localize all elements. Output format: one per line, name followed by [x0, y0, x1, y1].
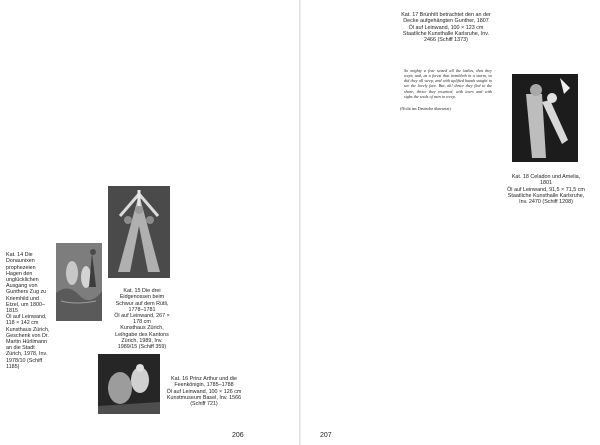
celadon-amelia-painting: [512, 74, 578, 162]
figure-kat-18: [512, 74, 578, 162]
right-column-3: [500, 6, 592, 66]
catalogue-caption: Kat. 14 Die Donaunixen prophezeien Hagen den unglücklichen Ausgang von Gunthers Zug zu Kriemhild und Etzel, um 1800–1815 Öl auf Leinwand, 118 × 142 cm Kunsthaus Zürich, Geschenk von Dr. Martin Hürlimann an die Stadt Zürich, 1978, Inv. 1978/10 (Schiff 1185): [6, 252, 50, 370]
page-number: 206: [232, 432, 244, 439]
figure-kat-14: [56, 243, 102, 321]
catalogue-caption: Kat. 17 Brünhilt betrachtet den an der Decke aufgehängten Gunther, 1807 Öl auf Leinwand, 100 × 123 cm Staatliche Kunsthalle Karlsruhe, Inv. 2466 (Schiff 1373): [401, 12, 491, 43]
right-page: [300, 0, 600, 445]
danube-nymphs-painting: [56, 243, 102, 321]
prince-arthur-painting: [98, 354, 160, 414]
figure-kat-15: [108, 186, 170, 278]
right-column-3-bottom: [500, 208, 592, 428]
page-number: 207: [320, 432, 332, 439]
left-column-3: [196, 6, 292, 346]
catalogue-caption: Kat. 18 Celadon und Amelia, 1801 Öl auf Leinwand, 91,5 × 71,5 cm Staatliche Kunsthalle Karlsruhe, Inv. 2470 (Schiff 1208): [507, 174, 585, 205]
right-column-2-caption: [400, 6, 492, 52]
figure-kat-16: [98, 354, 160, 414]
left-column-3-caption: [166, 370, 242, 410]
left-column-1-caption: [6, 246, 52, 370]
catalogue-caption: Kat. 16 Prinz Arthur und die Feenkönigin, 1785–1788 Öl auf Leinwand, 100 × 126 cm Kunstmuseum Basel, Inv. 1566 (Schiff 721): [166, 376, 242, 407]
verse-reference: (Nicht ins Deutsche übersetzt): [400, 105, 451, 111]
right-column-2: [400, 56, 492, 428]
right-column-3-caption: [506, 168, 586, 204]
left-column-2-caption: [112, 282, 172, 350]
verse-quote: So mighty a fear seized all the ladies, that they wept; and, as a forest that trembleth in a storm, so did they all weep, and with uplifted hands sought to see the lovely face. But, ah! thrice they fled to the shore, thrice they returned, with tears and with sighs the souls of men to weep.: [404, 68, 492, 99]
left-column-1-bottom: [6, 324, 94, 424]
ruetli-oath-painting: [108, 186, 170, 278]
catalogue-caption: Kat. 15 Die drei Eidgenossen beim Schwur auf dem Rütli, 1778–1781 Öl auf Leinwand, 267 × 178 cm Kunsthaus Zürich, Leihgabe des Kantons Zürich, 1989, Inv. 1989/15 (Schiff 359): [114, 288, 170, 350]
right-column-1: [308, 6, 396, 434]
